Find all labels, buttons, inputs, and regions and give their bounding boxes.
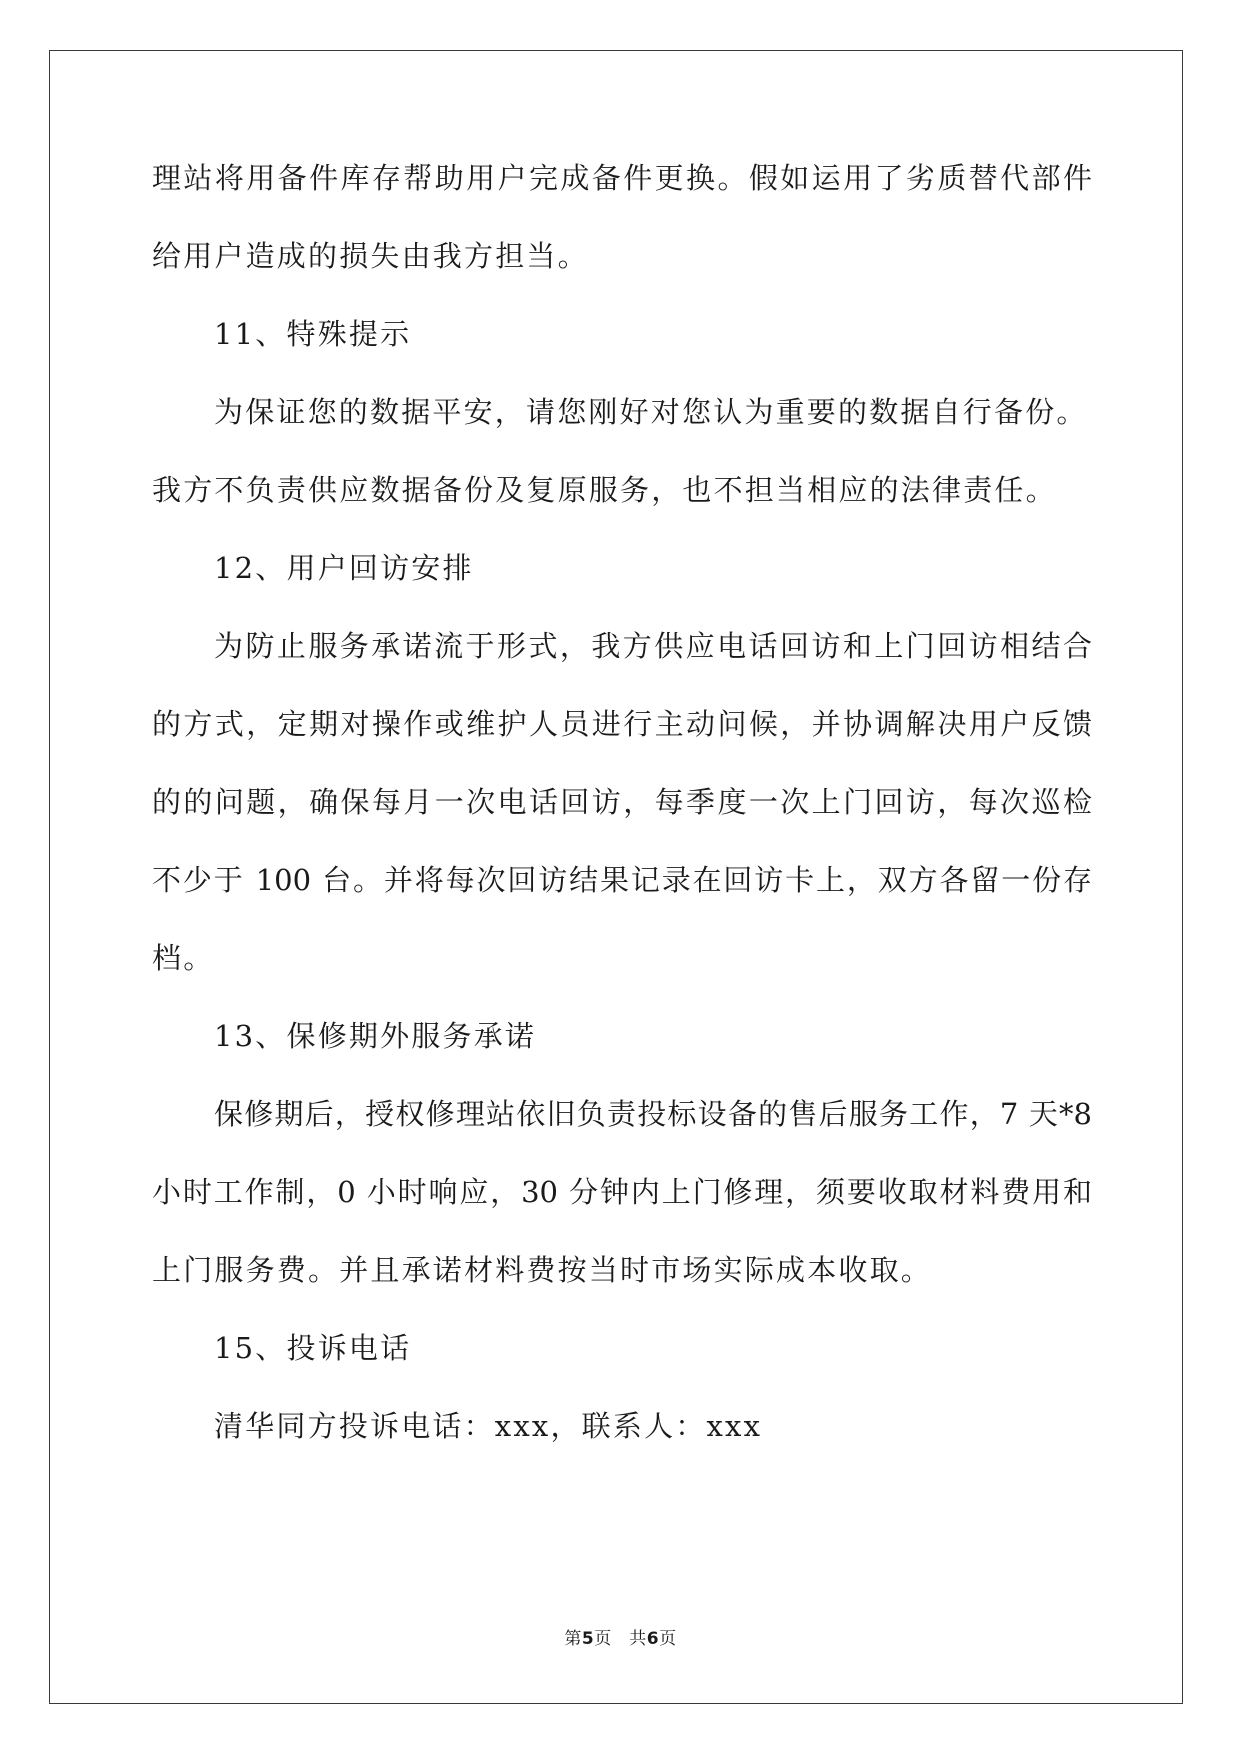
total-page-number: 6 [646,1629,660,1649]
current-page-number: 5 [581,1629,595,1649]
footer-prefix: 第 [564,1629,582,1649]
page-footer [0,1624,1241,1649]
paragraph-line: 档。 [152,941,215,975]
paragraph-line: 清华同方投诉电话：xxx，联系人：xxx [214,1409,763,1443]
paragraph-line: 保修期后，授权修理站依旧负责投标设备的售后服务工作，7 天*8 [214,1097,1092,1131]
paragraph-line: 上门服务费。并且承诺材料费按当时市场实际成本收取。 [152,1253,933,1287]
paragraph-line: 的的问题，确保每月一次电话回访，每季度一次上门回访，每次巡检 [152,785,1092,819]
paragraph-line: 理站将用备件库存帮助用户完成备件更换。假如运用了劣质替代部件 [152,161,1092,195]
paragraph-line: 为保证您的数据平安，请您刚好对您认为重要的数据自行备份。 [214,395,1088,429]
paragraph-line: 我方不负责供应数据备份及复原服务，也不担当相应的法律责任。 [152,473,1057,507]
section-heading: 15、投诉电话 [214,1331,412,1365]
paragraph-line: 为防止服务承诺流于形式，我方供应电话回访和上门回访相结合 [214,629,1092,663]
paragraph-line: 不少于 100 台。并将每次回访结果记录在回访卡上，双方各留一份存 [152,863,1092,897]
paragraph-line: 的方式，定期对操作或维护人员进行主动问候，并协调解决用户反馈 [152,707,1092,741]
section-heading: 12、用户回访安排 [214,551,474,585]
section-heading: 11、特殊提示 [214,317,412,351]
paragraph-line: 给用户造成的损失由我方担当。 [152,239,589,273]
footer-middle: 页 共 [594,1629,647,1649]
footer-suffix: 页 [659,1629,677,1649]
section-heading: 13、保修期外服务承诺 [214,1019,537,1053]
paragraph-line: 小时工作制，0 小时响应，30 分钟内上门修理，须要收取材料费用和 [152,1175,1092,1209]
